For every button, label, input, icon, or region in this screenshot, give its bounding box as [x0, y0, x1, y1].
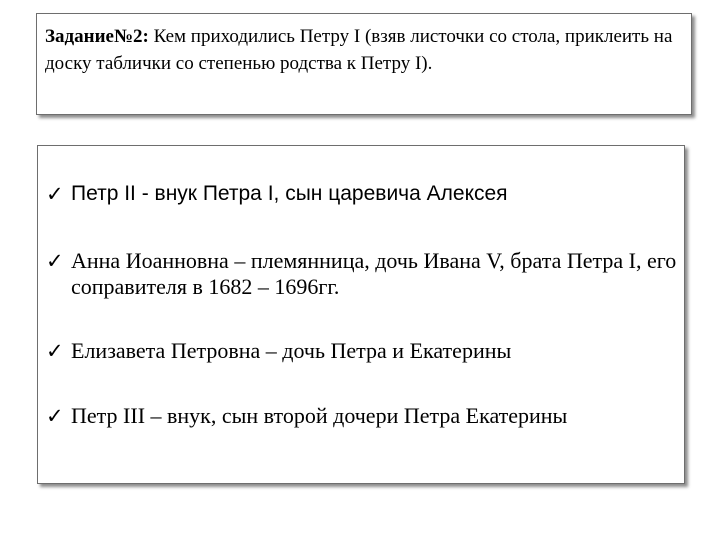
checkmark-icon: ✓: [46, 339, 64, 363]
task-box: [36, 13, 692, 115]
answer-text: Петр II - внук Петра I, сын царевича Алексея: [71, 182, 508, 205]
checkmark-icon: ✓: [46, 404, 64, 428]
answer-text: Елизавета Петровна – дочь Петра и Екатерины: [71, 338, 512, 363]
answers-box: [37, 145, 685, 484]
task-label: Задание№2:: [45, 26, 149, 47]
answer-text: Петр III – внук, сын второй дочери Петра Екатерины: [71, 403, 568, 428]
task-text: [45, 23, 683, 77]
answer-item-peter-ii: [46, 181, 680, 207]
checkmark-icon: ✓: [46, 182, 64, 206]
task-description: Кем приходились Петру I (взяв листочки со стола, приклеить на доску таблички со степенью родства к Петру I).: [45, 26, 673, 74]
checkmark-icon: ✓: [46, 249, 64, 273]
answer-item-peter-iii: [46, 403, 680, 429]
answer-item-elizaveta-petrovna: [46, 338, 680, 364]
answer-text: Анна Иоанновна – племянница, дочь Ивана V, брата Петра I, его соправителя в 1682 – 1696гг.: [71, 248, 677, 299]
answer-item-anna-ioannovna: [46, 248, 680, 300]
